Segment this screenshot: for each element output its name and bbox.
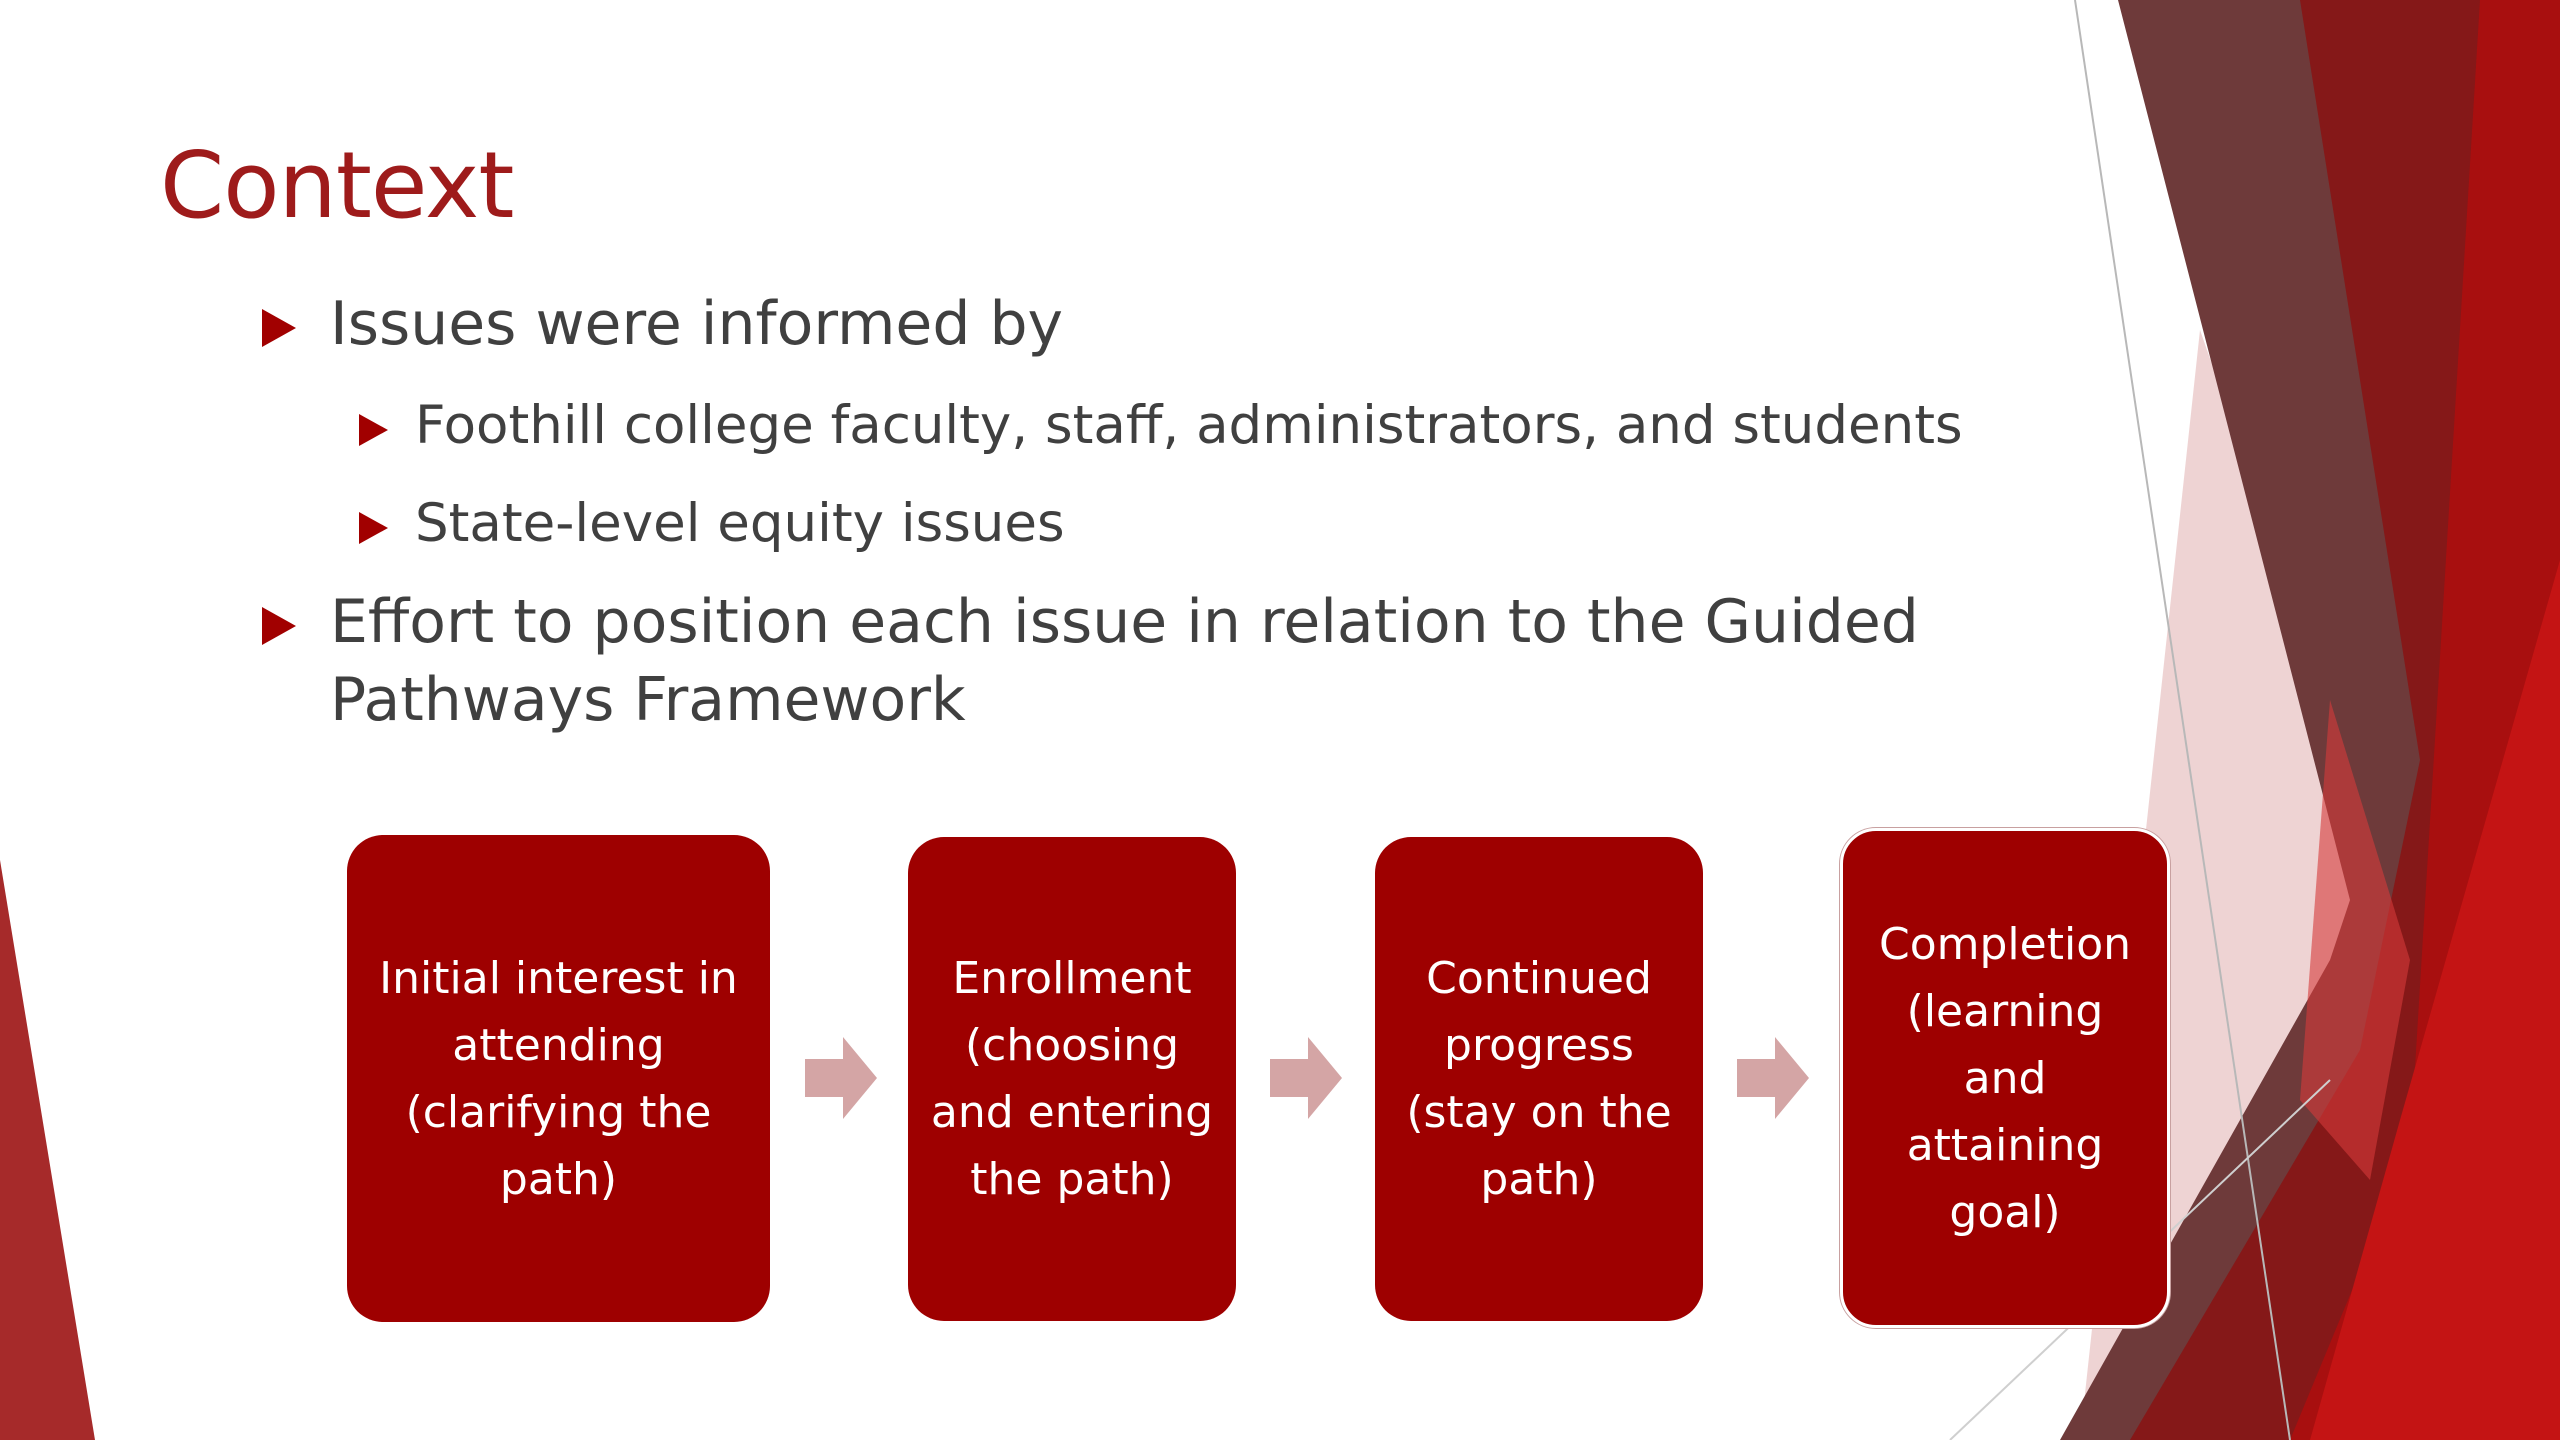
deco-shape-red-left	[0, 860, 95, 1440]
triangle-right-icon	[359, 512, 388, 544]
triangle-right-icon	[262, 309, 296, 347]
arrow-right-icon	[805, 1037, 877, 1119]
process-step-completion	[1840, 828, 2170, 1328]
subbullet-text: State-level equity issues	[415, 493, 1065, 554]
subbullet-text: Foothill college faculty, staff, administrators, and students	[415, 395, 1963, 456]
process-step-label: Enrollment (choosing and entering the path)	[930, 953, 1214, 1205]
process-step-enrollment	[908, 837, 1236, 1321]
subbullet-state-level	[415, 490, 2015, 559]
arrow-right-icon	[1270, 1037, 1342, 1119]
bullet-text: Issues were informed by	[330, 289, 1064, 359]
process-step-continued-progress	[1375, 837, 1703, 1321]
subbullet-foothill	[415, 392, 2015, 461]
slide-title: Context	[160, 132, 514, 239]
process-step-initial-interest	[347, 835, 770, 1322]
process-step-label: Continued progress (stay on the path)	[1406, 953, 1672, 1205]
triangle-right-icon	[262, 607, 296, 645]
triangle-right-icon	[359, 414, 388, 446]
bullet-text: Effort to position each issue in relation to the Guided Pathways Framework	[330, 587, 1919, 735]
bullet-issues-informed	[330, 285, 1980, 363]
process-step-label: Completion (learning and attaining goal)	[1878, 918, 2131, 1238]
bullet-effort-position	[330, 583, 1930, 739]
process-step-label: Initial interest in attending (clarifying the path)	[379, 952, 738, 1205]
arrow-right-icon	[1737, 1037, 1809, 1119]
